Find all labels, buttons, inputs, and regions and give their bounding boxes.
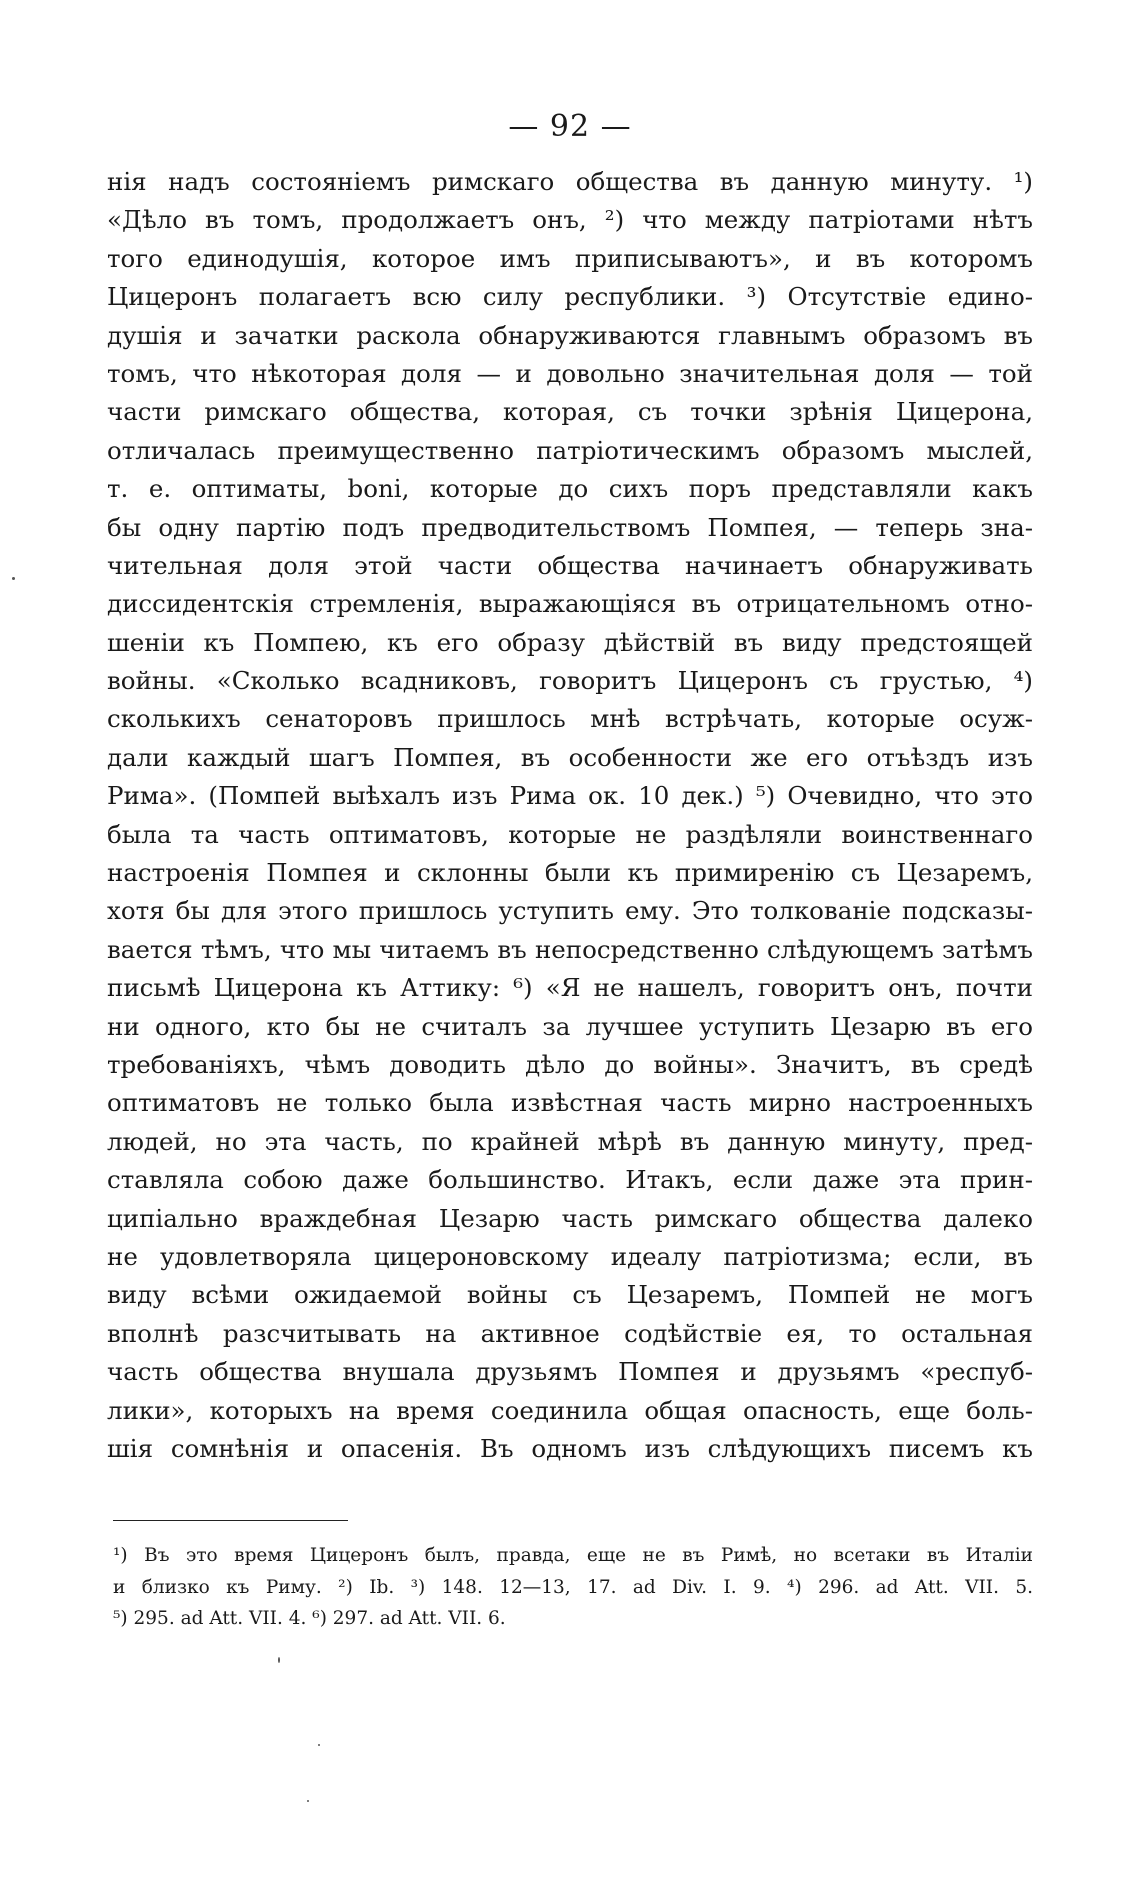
footnote-divider — [113, 1520, 348, 1521]
text-line: письмѣ Цицерона къ Аттику: ⁶) «Я не нашелъ, говоритъ онъ, почти — [107, 973, 1033, 1003]
text-line: была та часть оптиматовъ, которые не раздѣляли воинственнаго — [107, 819, 1033, 849]
text-line: людей, но эта часть, по крайней мѣрѣ въ данную минуту, пред- — [107, 1126, 1033, 1156]
text-line: виду всѣми ожидаемой войны съ Цезаремъ, Помпей не могъ — [107, 1280, 1033, 1310]
text-line: шеніи къ Помпею, къ его образу дѣйствій въ виду предстоящей — [107, 627, 1033, 657]
text-line: диссидентскія стремленія, выражающіяся въ отрицательномъ отно- — [107, 589, 1033, 619]
text-line: настроенія Помпея и склонны были къ примиренію съ Цезаремъ, — [107, 858, 1033, 888]
text-line: оптиматовъ не только была извѣстная часть мирно настроенныхъ — [107, 1088, 1033, 1118]
text-line: ставляла собою даже большинство. Итакъ, если даже эта прин- — [107, 1165, 1033, 1195]
text-line: вполнѣ разсчитывать на активное содѣйствіе ея, то остальная — [107, 1318, 1033, 1348]
text-line: т. е. оптиматы, boni, которые до сихъ поръ представляли какъ — [107, 474, 1033, 504]
paper-speck — [318, 1744, 320, 1746]
text-line: того единодушія, которое имъ приписываютъ», и въ которомъ — [107, 243, 1033, 273]
text-line: войны. «Сколько всадниковъ, говоритъ Цицеронъ съ грустью, ⁴) — [107, 666, 1033, 696]
text-line: томъ, что нѣкоторая доля — и довольно значительная доля — той — [107, 358, 1033, 388]
text-line: чительная доля этой части общества начинаетъ обнаруживать — [107, 550, 1033, 580]
text-line: «Дѣло въ томъ, продолжаетъ онъ, ²) что между патріотами нѣтъ — [107, 205, 1033, 235]
text-line: не удовлетворяла цицероновскому идеалу патріотизма; если, въ — [107, 1241, 1033, 1271]
page-number: — 92 — — [508, 109, 632, 144]
footnote-line: ⁵) 295. ad Att. VII. 4. ⁶) 297. ad Att. VII. 6. — [113, 1608, 506, 1629]
footnote-line: и близко къ Риму. ²) Ib. ³) 148. 12—13, 17. ad Div. I. 9. ⁴) 296. ad Att. VII. 5. — [113, 1576, 1033, 1598]
text-line: Цицеронъ полагаетъ всю силу республики. ³) Отсутствіе едино- — [107, 282, 1033, 312]
text-line: шія сомнѣнія и опасенія. Въ одномъ изъ слѣдующихъ писемъ къ — [107, 1433, 1033, 1463]
text-line: отличалась преимущественно патріотическимъ образомъ мыслей, — [107, 435, 1033, 465]
paper-speck — [307, 1800, 309, 1802]
text-line: нія надъ состояніемъ римскаго общества въ данную минуту. ¹) — [107, 167, 1033, 196]
text-line: требованіяхъ, чѣмъ доводить дѣло до войны». Значитъ, въ средѣ — [107, 1049, 1033, 1079]
footnotes — [113, 1540, 1033, 1635]
footnote-line: ¹) Въ это время Цицеронъ былъ, правда, еще не въ Римѣ, но всетаки въ Италіи — [113, 1545, 1033, 1566]
text-line: сколькихъ сенаторовъ пришлось мнѣ встрѣчать, которые осуж- — [107, 704, 1033, 734]
text-line: душія и зачатки раскола обнаруживаются главнымъ образомъ въ — [107, 320, 1033, 350]
text-line: хотя бы для этого пришлось уступить ему. Это толкованіе подсказы- — [107, 896, 1033, 926]
text-line: ни одного, кто бы не считалъ за лучшее уступить Цезарю въ его — [107, 1011, 1033, 1041]
text-line: Рима». (Помпей выѣхалъ изъ Рима ок. 10 дек.) ⁵) Очевидно, что это — [107, 781, 1033, 811]
text-line: вается тѣмъ, что мы читаемъ въ непосредственно слѣдующемъ затѣмъ — [107, 934, 1033, 964]
text-line: дали каждый шагъ Помпея, въ особенности же его отъѣздъ изъ — [107, 742, 1033, 772]
text-line: лики», которыхъ на время соединила общая опасность, еще боль- — [107, 1395, 1033, 1425]
text-line: бы одну партію подъ предводительствомъ Помпея, — теперь зна- — [107, 512, 1033, 542]
main-text — [107, 163, 1033, 1468]
text-line: ципіально враждебная Цезарю часть римскаго общества далеко — [107, 1203, 1033, 1233]
text-line: части римскаго общества, которая, съ точки зрѣнія Цицерона, — [107, 397, 1033, 427]
paper-speck — [278, 1657, 280, 1663]
paper-speck — [12, 577, 15, 580]
text-line: часть общества внушала друзьямъ Помпея и друзьямъ «респуб- — [107, 1357, 1033, 1387]
